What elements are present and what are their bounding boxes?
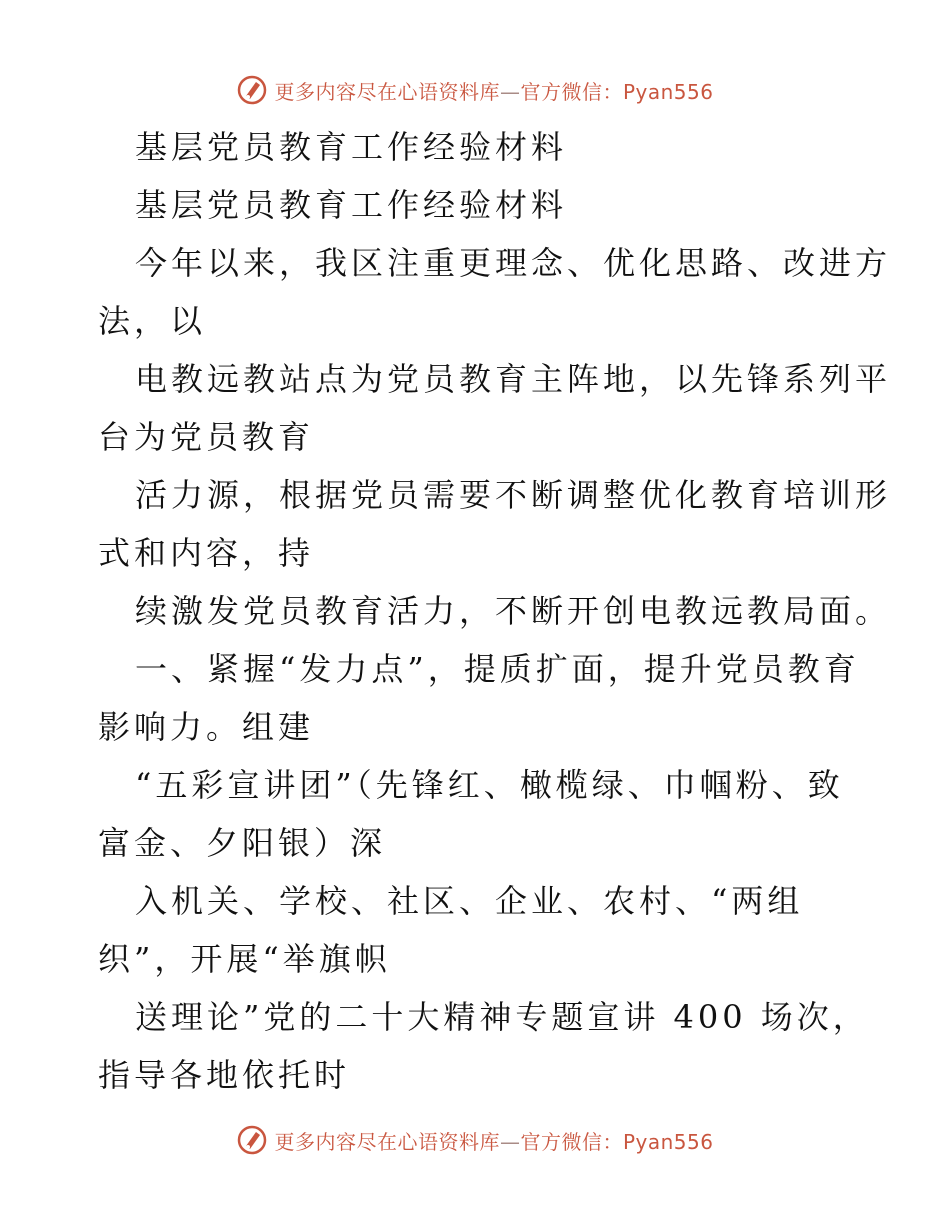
pen-logo-icon: [236, 74, 268, 106]
paragraph-line: 入机关、学校、社区、企业、农村、“两组: [135, 882, 804, 920]
section-heading-line: 一、紧握“发力点”，提质扩面，提升党员教育: [135, 650, 860, 688]
paragraph-line: 法，以: [98, 302, 207, 340]
paragraph-line: 织”，开展“举旗帜: [98, 940, 391, 978]
paragraph-line: 电教远教站点为党员教育主阵地，以先锋系列平: [135, 360, 892, 398]
pen-logo-icon: [236, 1124, 268, 1156]
paragraph-line: 式和内容，持: [98, 534, 315, 572]
paragraph-line: 续激发党员教育活力，不断开创电教远教局面。: [135, 592, 892, 630]
paragraph-line: 指导各地依托时: [98, 1056, 351, 1094]
paragraph-line: “五彩宣讲团”（先锋红、橄榄绿、巾帼粉、致: [135, 766, 844, 804]
paragraph-line: 今年以来，我区注重更理念、优化思路、改进方: [135, 244, 892, 282]
doc-title: 基层党员教育工作经验材料: [135, 128, 568, 166]
header-banner: [0, 70, 950, 110]
footer-banner-text: 更多内容尽在心语资料库—官方微信：Pyan556: [274, 1129, 714, 1154]
paragraph-line: 台为党员教育: [98, 418, 315, 456]
document-body: [98, 118, 892, 1104]
header-banner-text: 更多内容尽在心语资料库—官方微信：Pyan556: [274, 79, 714, 104]
footer-banner: [0, 1120, 950, 1160]
paragraph-line: 影响力。组建: [98, 708, 315, 746]
doc-subtitle: 基层党员教育工作经验材料: [135, 186, 568, 224]
paragraph-line: 富金、夕阳银）深: [98, 824, 387, 862]
paragraph-line: 活力源，根据党员需要不断调整优化教育培训形: [135, 476, 892, 514]
paragraph-line: 送理论”党的二十大精神专题宣讲 400 场次，: [135, 998, 869, 1036]
